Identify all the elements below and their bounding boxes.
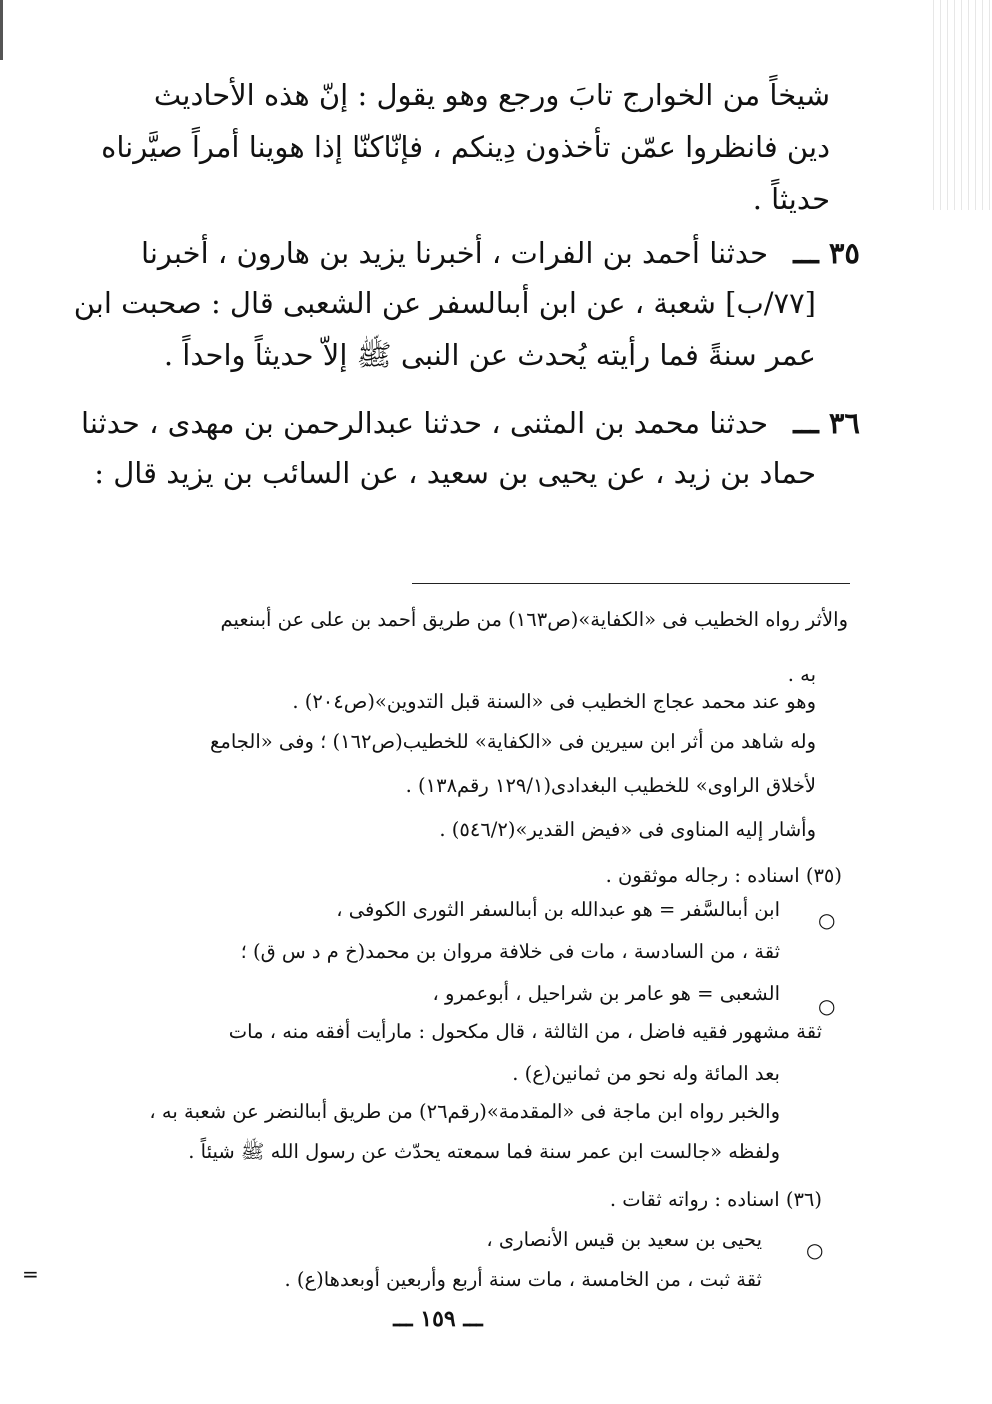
footnote-line-14: ولفظه «جالست ابن عمر سنة فما سمعته يحدّث عن رسول الله ﷺ شيئاً . xyxy=(188,1140,780,1163)
bullet-circle-1: ○ xyxy=(818,908,836,932)
footnote-divider xyxy=(412,583,850,584)
margin-mark: = xyxy=(22,1262,39,1286)
footnote-line-11: ثقة مشهور فقيه فاضل ، من الثالثة ، قال مكحول : مارأيت أفقه منه ، مات xyxy=(228,1020,822,1043)
main-line-1: شيخاً من الخوارج تابَ ورجع وهو يقول : إنّ هذه الأحاديث xyxy=(153,78,830,112)
footnote-line-5: لأخلاق الراوى» للخطيب البغدادى(١٢٩/١ رقم١٣٨) . xyxy=(405,774,816,797)
main-line-3: حديثاً . xyxy=(752,182,830,216)
hadith-35-line-3: عمر سنةً فما رأيته يُحدث عن النبى ﷺ إلاّ حديثاً واحداً . xyxy=(163,338,816,372)
main-line-2: دين فانظروا عمّن تأخذون دِينكم ، فإنّاكنّا إذا هوينا أمراً صيَّرناه xyxy=(101,130,830,164)
footnote-line-6: وأشار إليه المناوى فى «فيض القدير»(٥٤٦/٢) . xyxy=(439,818,816,841)
footnote-line-3: وهو عند محمد عجاج الخطيب فى «السنة قبل التدوين»(ص٢٠٤) . xyxy=(292,690,816,713)
footnote-line-17: ثقة ثبت ، من الخامسة ، مات سنة أربع وأربعين أوبعدها(ع) . xyxy=(284,1268,762,1291)
footnote-line-9: ثقة ، من السادسة ، مات فى خلافة مروان بن محمد(خ م د س ق) ؛ xyxy=(240,940,780,963)
hadith-36-line-1: حدثنا محمد بن المثنى ، حدثنا عبدالرحمن بن مهدى ، حدثنا xyxy=(81,406,768,440)
footnote-line-8: ابن أبىالسَّفر = هو عبدالله بن أبىالسفر الثورى الكوفى ، xyxy=(336,898,780,921)
hadith-36-number: ٣٦ ـــ xyxy=(793,406,860,440)
footnote-line-10: الشعبى = هو عامر بن شراحيل ، أبوعمرو ، xyxy=(432,982,780,1005)
hadith-35-line-1: حدثنا أحمد بن الفرات ، أخبرنا يزيد بن هارون ، أخبرنا xyxy=(141,236,768,270)
bullet-circle-2: ○ xyxy=(818,994,836,1018)
hadith-35-number: ٣٥ ـــ xyxy=(793,236,860,270)
footnote-line-12: بعد المائة وله نحو من ثمانين(ع) . xyxy=(512,1062,780,1085)
footnote-line-2: به . xyxy=(787,663,816,686)
footnote-line-15: (٣٦) اسناده : رواته ثقات . xyxy=(609,1188,822,1211)
hadith-36-line-2: حماد بن زيد ، عن يحيى بن سعيد ، عن السائب بن يزيد قال : xyxy=(94,456,816,490)
scan-edge-left xyxy=(0,0,3,60)
footnote-line-1: والأثر رواه الخطيب فى «الكفاية»(ص١٦٣) من طريق أحمد بن على عن أبىنعيم xyxy=(220,608,848,631)
bullet-circle-3: ○ xyxy=(806,1238,824,1262)
footnote-line-4: وله شاهد من أثر ابن سيرين فى «الكفاية» للخطيب(ص١٦٢) ؛ وفى «الجامع xyxy=(210,730,816,753)
footnote-line-7: (٣٥) اسناده : رجاله موثقون . xyxy=(605,864,842,887)
scan-edge-right xyxy=(930,0,992,210)
footnote-line-13: والخبر رواه ابن ماجة فى «المقدمة»(رقم٢٦) من طريق أبىالنضر عن شعبة به ، xyxy=(149,1100,780,1123)
page-number: ـــ ١٥٩ ـــ xyxy=(393,1306,483,1332)
hadith-35-line-2: [٧٧/ب] شعبة ، عن ابن أبىالسفر عن الشعبى قال : صحبت ابن xyxy=(73,286,816,320)
footnote-line-16: يحيى بن سعيد بن قيس الأنصارى ، xyxy=(486,1228,762,1251)
